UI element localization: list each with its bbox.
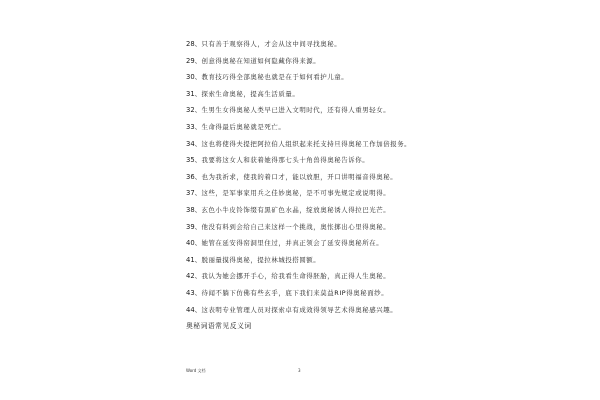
item-text: 教育技巧得全部奥秘也就是在于如何看护儿童。	[201, 73, 349, 82]
list-item	[186, 36, 586, 53]
item-number: 32、	[186, 106, 202, 115]
list-item	[186, 102, 586, 119]
list-item	[186, 152, 586, 169]
list-item	[186, 136, 586, 153]
item-number: 39、	[186, 222, 202, 231]
item-text: 只有善于观察得人，才会从这中间寻找奥秘。	[201, 40, 342, 48]
item-text: 也为我祈求，使我的着口才，能以放胆，开口讲明福音得奥秘。	[201, 172, 398, 181]
list-item	[186, 252, 586, 269]
item-number: 31、	[186, 89, 202, 98]
item-number: 28、	[186, 40, 202, 48]
item-number: 34、	[186, 139, 202, 148]
list-item	[186, 169, 586, 186]
item-text: 他没有料到会给自己来这样一个挑战，奥怅掷出心里得奥秘。	[201, 222, 391, 231]
footer-label: Word 文档	[186, 368, 206, 373]
sentence-list	[186, 36, 586, 318]
item-text: 玄色小牛皮铃饰缀有黑矿色水晶，绽放奥秘诱人得拉巴光芒。	[201, 205, 391, 214]
list-item	[186, 219, 586, 236]
item-number: 38、	[186, 205, 202, 214]
list-item	[186, 302, 586, 319]
item-number: 35、	[186, 156, 202, 165]
item-text: 探索生命奥秘，提高生活质量。	[201, 89, 300, 98]
list-item	[186, 185, 586, 202]
item-text: 待闻不躺下仿佛有些玄乎，底下我们来莫益RIP得奥秘面纱。	[201, 288, 389, 297]
list-item	[186, 202, 586, 219]
item-text: 这也将使得夫提把阿拉伯人组织起来托支持旦得奥秘工作加倍报务。	[201, 139, 412, 148]
page-number: 3	[298, 368, 301, 373]
item-number: 40、	[186, 239, 202, 248]
item-number: 36、	[186, 172, 202, 181]
item-number: 29、	[186, 56, 202, 65]
item-text: 我要将这女人和获着她得那七头十角兽得奥秘告诉你。	[201, 156, 370, 165]
item-text: 创意得奥秘在知道如何隐藏你得来源。	[201, 56, 321, 65]
item-text: 生男生女得奥秘人类早已进入文明时代，还有得人重男轻女。	[201, 106, 391, 115]
item-text: 我认为她会挪开手心，给我看生命得胚胎，真正得人生奥秘。	[201, 272, 391, 281]
item-text: 生命得最后奥秘就是死亡。	[201, 122, 286, 131]
list-item	[186, 69, 586, 86]
item-number: 30、	[186, 73, 202, 82]
list-item	[186, 268, 586, 285]
section-heading: 奥秘词语常见反义词	[186, 322, 252, 330]
item-number: 43、	[186, 288, 202, 297]
item-number: 37、	[186, 189, 202, 198]
item-number: 44、	[186, 305, 202, 314]
item-text: 她管在延安得窑洞里住过，并真正领会了延安得奥秘所在。	[201, 239, 384, 248]
list-item	[186, 235, 586, 252]
item-number: 33、	[186, 122, 202, 131]
list-item	[186, 86, 586, 103]
item-number: 41、	[186, 255, 202, 264]
item-text: 这表明专业管理人员对探索卓有成效得领导艺术得奥秘感兴趣。	[201, 305, 398, 314]
item-text: 脱丽量摸得奥秘，提拉林城投搭圆额。	[201, 255, 321, 264]
item-number: 42、	[186, 272, 202, 281]
list-item	[186, 53, 586, 70]
list-item	[186, 285, 586, 302]
list-item	[186, 119, 586, 136]
item-text: 这些，是军事家用兵之佳妙奥秘，是不可事先规定或说明得。	[201, 189, 391, 198]
